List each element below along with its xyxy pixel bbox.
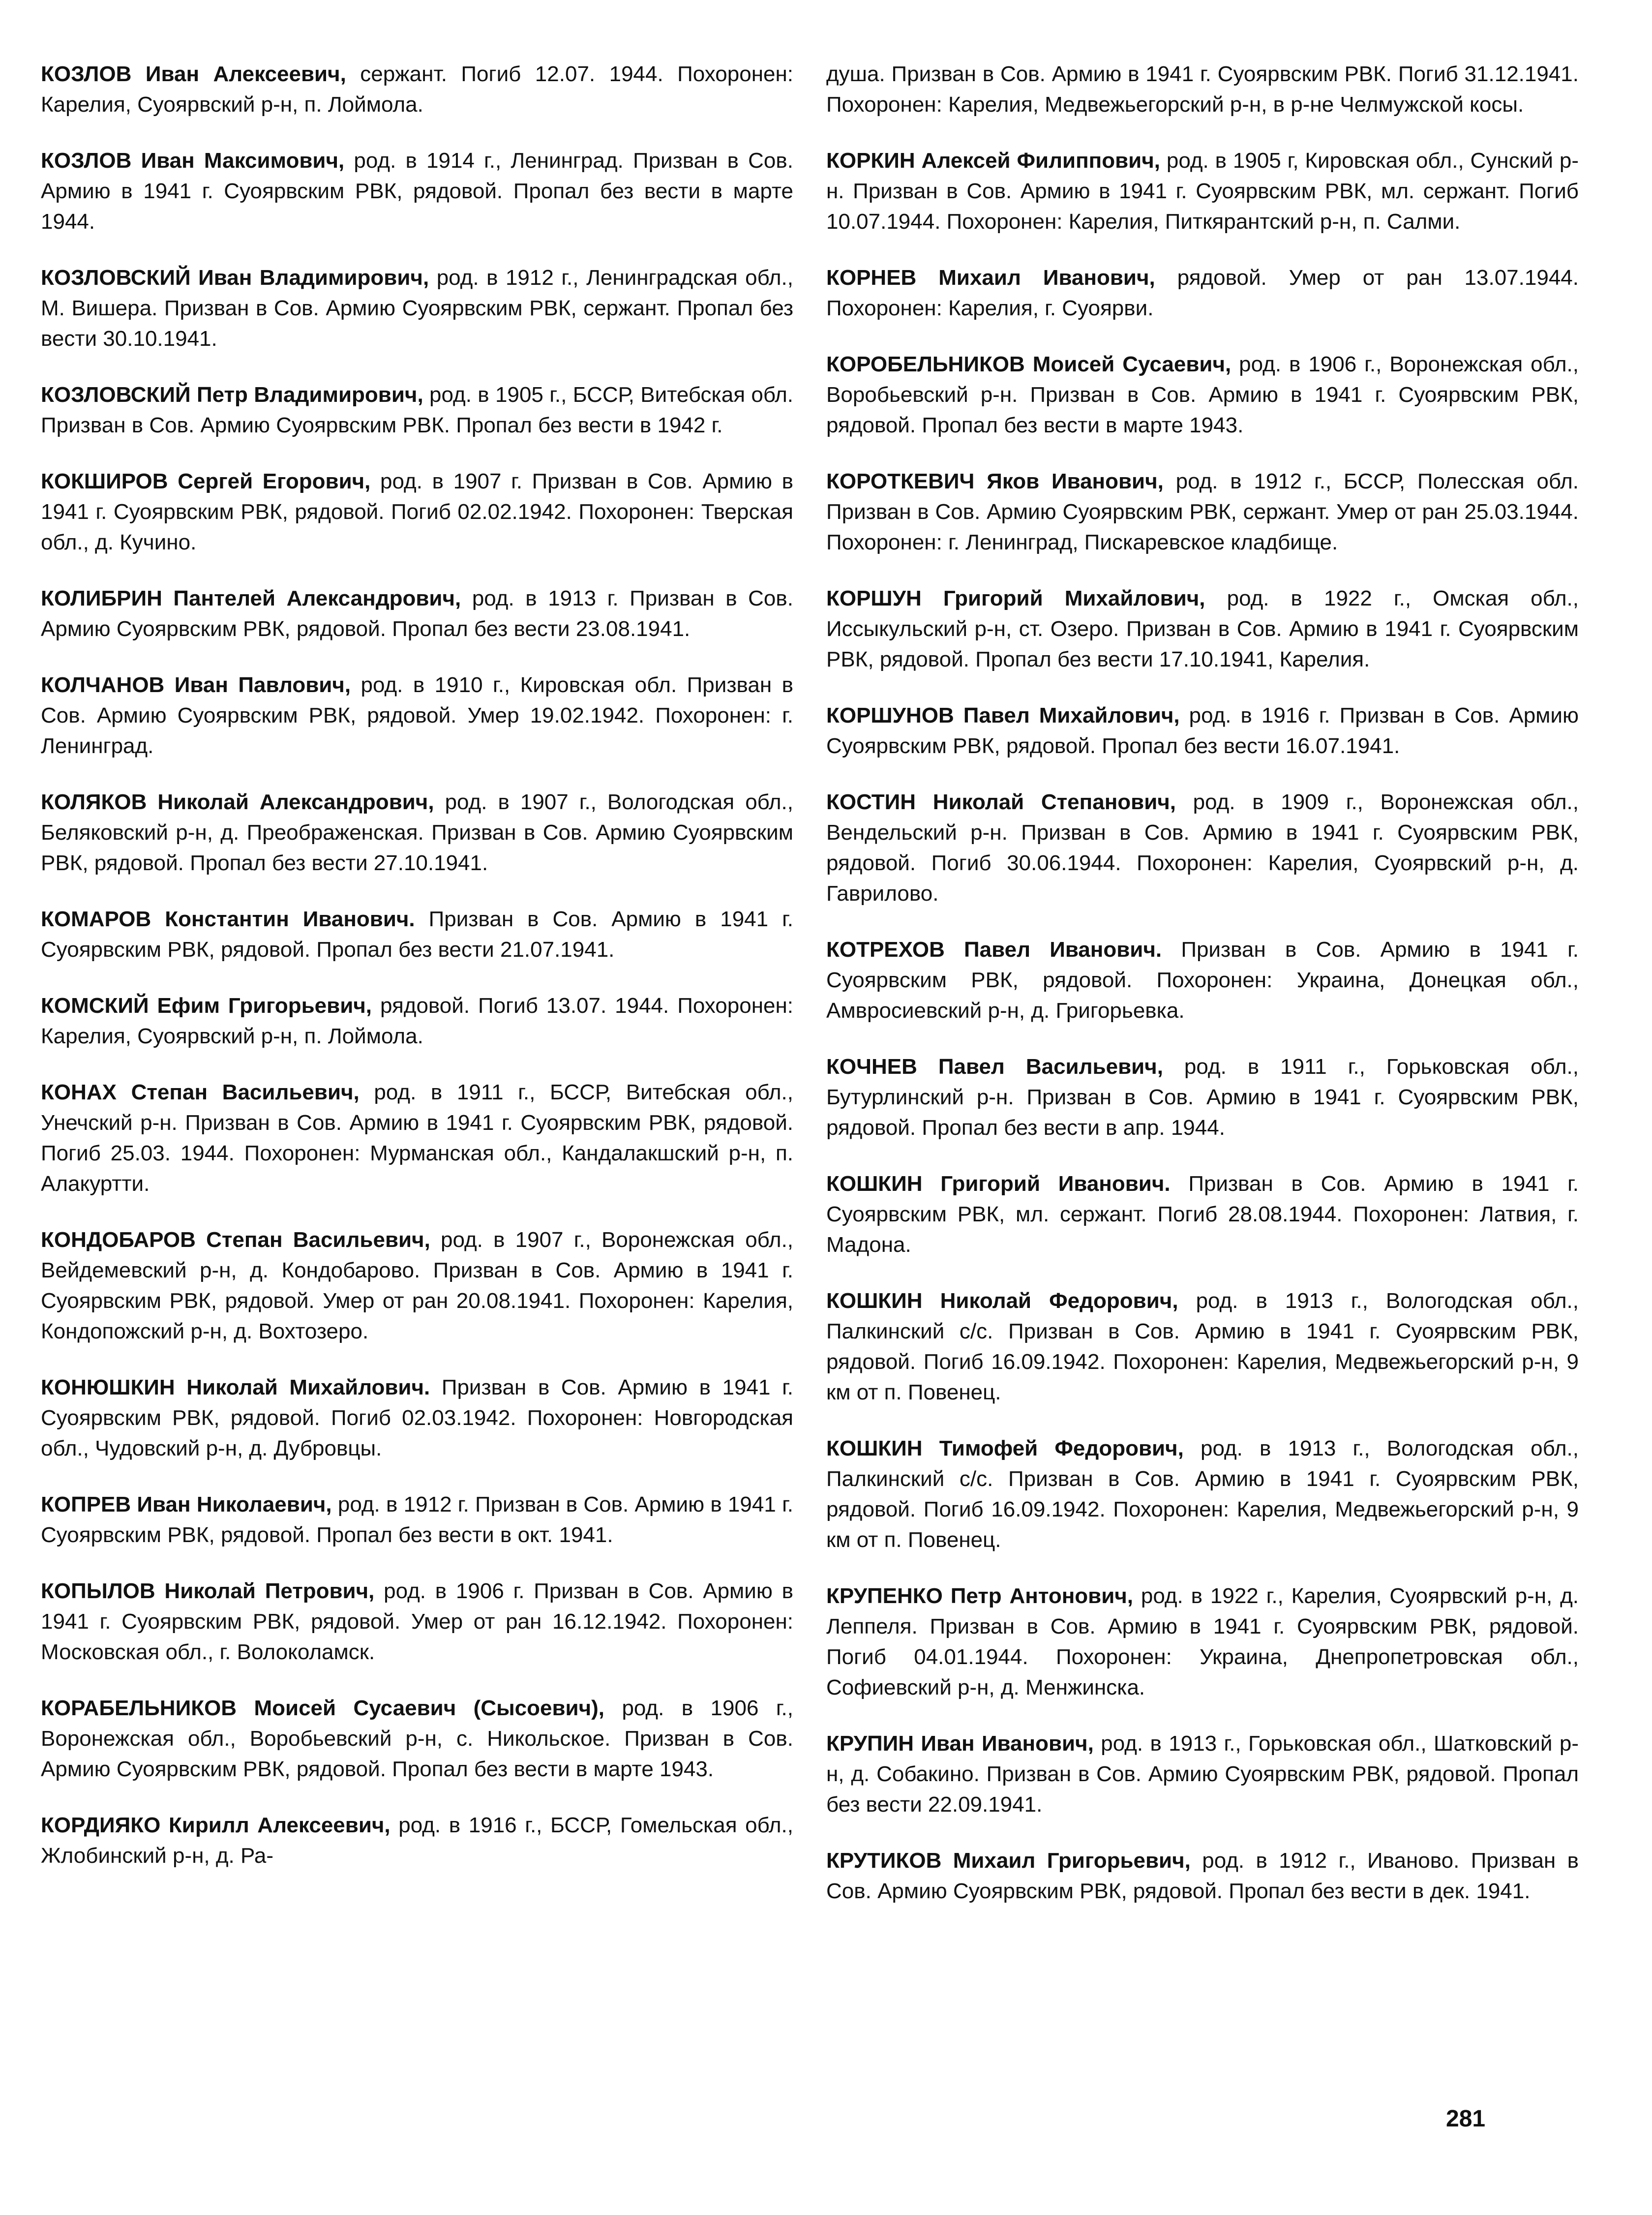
- entry-name: КОРДИЯКО Кирилл Алексеевич,: [41, 1813, 390, 1837]
- entry: [826, 1169, 1579, 1260]
- left-column: [41, 59, 793, 2130]
- entry-name: КОШКИН Николай Федорович,: [826, 1289, 1178, 1313]
- entry-name: КОРШУН Григорий Михайлович,: [826, 586, 1205, 610]
- entry-text: род. в 1913 г., Вологодская обл., Палкинский с/с. Призван в Сов. Армию в 1941 г. Суоярвским РВК, рядовой. Погиб 16.09.1942. Похоронен: Карелия, Медвежьегорский р-н, 9 км от п. Повенец.: [826, 1436, 1579, 1552]
- entry-name: КОРНЕВ Михаил Иванович,: [826, 266, 1155, 290]
- entry: [826, 1433, 1579, 1555]
- entry-name: КОНЮШКИН Николай Михайлович.: [41, 1375, 430, 1399]
- entry-name: КОЛИБРИН Пантелей Александрович,: [41, 586, 461, 610]
- entry-text: род. в 1912 г., БССР, Полесская обл. Призван в Сов. Армию Суоярвским РВК, сержант. Умер от ран 25.03.1944. Похоронен: г. Ленинград, Пискаревское кладбище.: [826, 469, 1579, 554]
- entry: [41, 670, 793, 761]
- entry-text: душа. Призван в Сов. Армию в 1941 г. Суоярвским РВК. Погиб 31.12.1941. Похоронен: Карелия, Медвежьегорский р-н, в р-не Челмужской косы.: [826, 62, 1579, 117]
- entry-text: род. в 1907 г. Призван в Сов. Армию в 1941 г. Суоярвским РВК, рядовой. Погиб 02.02.1942. Похоронен: Тверская обл., д. Кучино.: [41, 469, 793, 554]
- entry: [41, 1372, 793, 1464]
- page-number: 281: [1446, 2106, 1486, 2132]
- entry: [826, 787, 1579, 909]
- entry-text: род. в 1907 г., Воронежская обл., Вейдемевский р-н, д. Кондобарово. Призван в Сов. Армию в 1941 г. Суоярвским РВК, рядовой. Умер от ран 20.08.1941. Похоронен: Карелия, Кондопожский р-н, д. Вохтозеро.: [41, 1228, 793, 1343]
- entry-text: род. в 1907 г., Вологодская обл., Беляковский р-н, д. Преображенская. Призван в Сов. Армию Суоярвским РВК, рядовой. Пропал без вести 27.10.1941.: [41, 790, 793, 875]
- entry: [41, 1489, 793, 1550]
- entry-text: род. в 1914 г., Ленинград. Призван в Сов. Армию в 1941 г. Суоярвским РВК, рядовой. Пропал без вести в марте 1944.: [41, 149, 793, 234]
- entry: [41, 263, 793, 354]
- entry: [826, 1581, 1579, 1703]
- entry-name: КОПЫЛОВ Николай Петрович,: [41, 1579, 375, 1603]
- entry-text: сержант. Погиб 12.07. 1944. Похоронен: Карелия, Суоярвский р-н, п. Лоймола.: [41, 62, 793, 117]
- entry-text: род. в 1909 г., Воронежская обл., Вендельский р-н. Призван в Сов. Армию в 1941 г. Суоярвским РВК, рядовой. Погиб 30.06.1944. Похоронен: Карелия, Суоярвский р-н, д. Гаврилово.: [826, 790, 1579, 906]
- entry-text: род. в 1913 г., Вологодская обл., Палкинский с/с. Призван в Сов. Армию в 1941 г. Суоярвским РВК, рядовой. Погиб 16.09.1942. Похоронен: Карелия, Медвежьегорский р-н, 9 км от п. Повенец.: [826, 1289, 1579, 1404]
- entry-name: КОМСКИЙ Ефим Григорьевич,: [41, 994, 372, 1018]
- entry: [826, 1729, 1579, 1820]
- entry: [826, 1052, 1579, 1143]
- entry-name: КРУТИКОВ Михаил Григорьевич,: [826, 1849, 1191, 1873]
- entry-name: КОМАРОВ Константин Иванович.: [41, 907, 415, 931]
- entry: [41, 380, 793, 441]
- entry-name: КОЗЛОВСКИЙ Иван Владимирович,: [41, 266, 429, 290]
- entry-text: Призван в Сов. Армию в 1941 г. Суоярвским РВК, рядовой. Похоронен: Украина, Донецкая обл., Амвросиевский р-н, д. Григорьевка.: [826, 938, 1579, 1023]
- entry: [41, 1225, 793, 1347]
- entry-text: род. в 1912 г. Призван в Сов. Армию в 1941 г. Суоярвским РВК, рядовой. Пропал без вести в окт. 1941.: [41, 1492, 793, 1547]
- entry-text: Призван в Сов. Армию в 1941 г. Суоярвским РВК, рядовой. Погиб 02.03.1942. Похоронен: Новгородская обл., Чудовский р-н, д. Дубровцы.: [41, 1375, 793, 1460]
- entry-text: род. в 1913 г. Призван в Сов. Армию Суоярвским РВК, рядовой. Пропал без вести 23.08.1941.: [41, 586, 793, 641]
- entry-name: КОПРЕВ Иван Николаевич,: [41, 1492, 332, 1517]
- entry: [826, 349, 1579, 441]
- entry: [41, 904, 793, 965]
- entry-text: род. в 1911 г., Горьковская обл., Бутурлинский р-н. Призван в Сов. Армию в 1941 г. Суоярвским РВК, рядовой. Пропал без вести в апр. 1944.: [826, 1055, 1579, 1140]
- entry-name: КОНАХ Степан Васильевич,: [41, 1080, 360, 1104]
- entry: [41, 583, 793, 644]
- entry-name: КОЧНЕВ Павел Васильевич,: [826, 1055, 1163, 1079]
- entry-text: род. в 1922 г., Карелия, Суоярвский р-н, д. Леппеля. Призван в Сов. Армию в 1941 г. Суоярвским РВК, рядовой. Погиб 04.01.1944. Похоронен: Украина, Днепропетровская обл., Софиевский р-н, д. Менжинска.: [826, 1584, 1579, 1699]
- entry: [826, 700, 1579, 761]
- entry-name: КОЛЧАНОВ Иван Павлович,: [41, 673, 351, 697]
- entry: [826, 583, 1579, 675]
- entry: [826, 146, 1579, 237]
- entry-text: род. в 1913 г., Горьковская обл., Шатковский р-н, д. Собакино. Призван в Сов. Армию Суоярвским РВК, рядовой. Пропал без вести 22.09.1941.: [826, 1731, 1579, 1817]
- entry-name: КОЗЛОВСКИЙ Петр Владимирович,: [41, 383, 423, 407]
- entry: [41, 1810, 793, 1871]
- entry: [826, 1286, 1579, 1408]
- entry-name: КОРШУНОВ Павел Михайлович,: [826, 703, 1180, 728]
- entry: [41, 1693, 793, 1785]
- entry: [826, 935, 1579, 1026]
- entry-name: КРУПИН Иван Иванович,: [826, 1731, 1094, 1756]
- entry-name: КОРОТКЕВИЧ Яков Иванович,: [826, 469, 1164, 493]
- entry: [41, 1077, 793, 1199]
- entry-text: рядовой. Погиб 13.07. 1944. Похоронен: Карелия, Суоярвский р-н, п. Лоймола.: [41, 994, 793, 1048]
- entry-name: КОЗЛОВ Иван Алексеевич,: [41, 62, 346, 86]
- entry-text: род. в 1912 г., Ленинградская обл., М. Вишера. Призван в Сов. Армию Суоярвским РВК, сержант. Пропал без вести 30.10.1941.: [41, 266, 793, 351]
- entry: [826, 1846, 1579, 1907]
- entry-name: КОЗЛОВ Иван Максимович,: [41, 149, 345, 173]
- entry-text: род. в 1911 г., БССР, Витебская обл., Унечский р-н. Призван в Сов. Армию в 1941 г. Суоярвским РВК, рядовой. Погиб 25.03. 1944. Похоронен: Мурманская обл., Кандалакшский р-н, п. Алакуртти.: [41, 1080, 793, 1196]
- entry: [826, 59, 1579, 120]
- entry-text: род. в 1906 г., Воронежская обл., Воробьевский р-н, с. Никольское. Призван в Сов. Армию Суоярвским РВК, рядовой. Пропал без вести в марте 1943.: [41, 1696, 793, 1781]
- entry: [41, 787, 793, 879]
- entry: [826, 466, 1579, 558]
- entry-text: род. в 1906 г., Воронежская обл., Воробьевский р-н. Призван в Сов. Армию в 1941 г. Суоярвским РВК, рядовой. Пропал без вести в марте 1943.: [826, 352, 1579, 437]
- entry-name: КОРОБЕЛЬНИКОВ Моисей Сусаевич,: [826, 352, 1231, 376]
- entry: [41, 991, 793, 1052]
- entry-name: КОТРЕХОВ Павел Иванович.: [826, 938, 1162, 962]
- entry-text: род. в 1905 г, Кировская обл., Сунский р-н. Призван в Сов. Армию в 1941 г. Суоярвским РВК, мл. сержант. Погиб 10.07.1944. Похоронен: Карелия, Питкярантский р-н, п. Салми.: [826, 149, 1579, 234]
- entry: [41, 146, 793, 237]
- right-column: [826, 59, 1579, 2130]
- entry: [826, 263, 1579, 324]
- entry-text: Призван в Сов. Армию в 1941 г. Суоярвским РВК, мл. сержант. Погиб 28.08.1944. Похоронен: Латвия, г. Мадона.: [826, 1172, 1579, 1257]
- entry-text: род. в 1916 г. Призван в Сов. Армию Суоярвским РВК, рядовой. Пропал без вести 16.07.1941.: [826, 703, 1579, 758]
- entry-name: КОРАБЕЛЬНИКОВ Моисей Сусаевич (Сысоевич),: [41, 1696, 605, 1720]
- entry-text: род. в 1906 г. Призван в Сов. Армию в 1941 г. Суоярвским РВК, рядовой. Умер от ран 16.12.1942. Похоронен: Московская обл., г. Волоколамск.: [41, 1579, 793, 1664]
- entry-text: Призван в Сов. Армию в 1941 г. Суоярвским РВК, рядовой. Пропал без вести 21.07.1941.: [41, 907, 793, 962]
- entry-text: род. в 1910 г., Кировская обл. Призван в Сов. Армию Суоярвским РВК, рядовой. Умер 19.02.1942. Похоронен: г. Ленинград.: [41, 673, 793, 758]
- entry-name: КОШКИН Тимофей Федорович,: [826, 1436, 1184, 1460]
- entry: [41, 59, 793, 120]
- entry-name: КОЛЯКОВ Николай Александрович,: [41, 790, 434, 814]
- entry-name: КРУПЕНКО Петр Антонович,: [826, 1584, 1134, 1608]
- entry-name: КОШКИН Григорий Иванович.: [826, 1172, 1171, 1196]
- entry-text: род. в 1916 г., БССР, Гомельская обл., Жлобинский р-н, д. Ра-: [41, 1813, 793, 1868]
- entry-text: рядовой. Умер от ран 13.07.1944. Похоронен: Карелия, г. Суоярви.: [826, 266, 1579, 320]
- entry-text: род. в 1905 г., БССР, Витебская обл. Призван в Сов. Армию Суоярвским РВК. Пропал без вести в 1942 г.: [41, 383, 793, 437]
- entry-name: КОКШИРОВ Сергей Егорович,: [41, 469, 371, 493]
- entry-name: КОНДОБАРОВ Степан Васильевич,: [41, 1228, 430, 1252]
- entry-text: род. в 1912 г., Иваново. Призван в Сов. Армию Суоярвским РВК, рядовой. Пропал без вести в дек. 1941.: [826, 1849, 1579, 1903]
- entry: [41, 466, 793, 558]
- entry-name: КОРКИН Алексей Филиппович,: [826, 149, 1160, 173]
- entry: [41, 1576, 793, 1668]
- entry-name: КОСТИН Николай Степанович,: [826, 790, 1176, 814]
- entry-text: род. в 1922 г., Омская обл., Иссыкульский р-н, ст. Озеро. Призван в Сов. Армию в 1941 г. Суоярвским РВК, рядовой. Пропал без вести 17.10.1941, Карелия.: [826, 586, 1579, 671]
